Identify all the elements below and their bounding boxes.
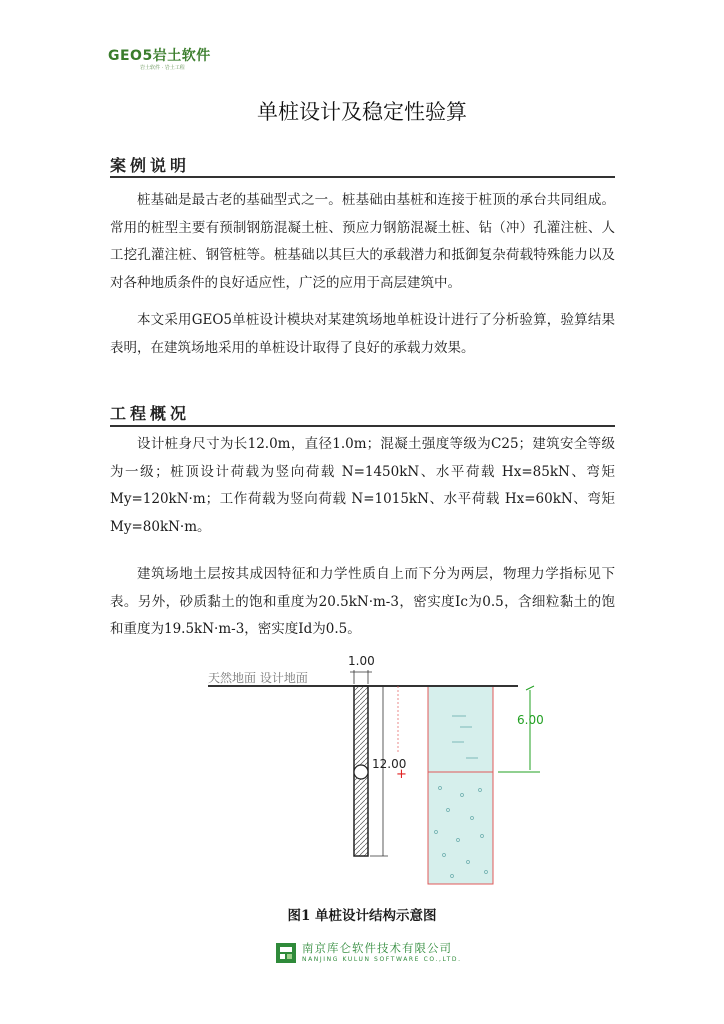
ground-label: 天然地面 设计地面 [208, 671, 308, 685]
section-heading-case: 案例说明 [110, 156, 191, 175]
footer [276, 942, 462, 964]
geo5-logo [108, 48, 211, 72]
dim-layer: 6.00 [517, 713, 544, 727]
paragraph: 建筑场地土层按其成因特征和力学性质自上而下分为两层，物理力学指标见下表。另外，砂质黏土的饱和重度为20.5kN·m-3，密实度Ic为0.5，含细粒黏土的饱和重度为19.5kN·m-3，密实度Id为0.5。 [110, 566, 615, 637]
company-name-en: NANJING KULUN SOFTWARE CO.,LTD. [302, 956, 462, 963]
paragraph: 桩基础是最古老的基础型式之一。桩基础由基桩和连接于桩顶的承台共同组成。常用的桩型主要有预制钢筋混凝土桩、预应力钢筋混凝土桩、钻（冲）孔灌注桩、人工挖孔灌注桩、钢管桩等。桩基础以其巨大的承载潜力和抵御复杂荷载特殊能力以及对各种地质条件的良好适应性，广泛的应用于高层建筑中。 [110, 192, 615, 291]
section-divider [110, 176, 615, 178]
load-marker: + [396, 767, 407, 782]
section-body-case [110, 187, 615, 362]
company-logo-icon [276, 943, 296, 963]
section-divider [110, 425, 615, 427]
figure-caption: 图1 单桩设计结构示意图 [287, 908, 437, 924]
page-title: 单桩设计及稳定性验算 [257, 100, 467, 124]
logo-text: GEO5岩土软件 [108, 48, 211, 64]
dim-diameter: 1.00 [348, 654, 375, 668]
logo-subtext: 岩土软件 · 岩土工程 [140, 65, 185, 71]
pile-marker [354, 765, 368, 779]
soil-layer-lower [428, 772, 493, 884]
company-name-cn: 南京库仑软件技术有限公司 [302, 941, 452, 955]
pile-diagram [190, 650, 560, 890]
section-heading-overview: 工程概况 [110, 404, 191, 423]
paragraph: 本文采用GEO5单桩设计模块对某建筑场地单桩设计进行了分析验算，验算结果表明，在建筑场地采用的单桩设计取得了良好的承载力效果。 [110, 312, 615, 356]
paragraph: 设计桩身尺寸为长12.0m，直径1.0m；混凝土强度等级为C25；建筑安全等级为一级；桩顶设计荷载为竖向荷载 N=1450kN、水平荷载 Hx=85kN、弯矩My=120kN·m；工作荷载为竖向荷载 N=1015kN、水平荷载 Hx=60kN、弯矩My=80kN·m。 [110, 436, 615, 535]
dim-length: 12.00 [372, 757, 407, 771]
section-body-overview [110, 431, 615, 644]
soil-layer-upper [428, 686, 493, 772]
